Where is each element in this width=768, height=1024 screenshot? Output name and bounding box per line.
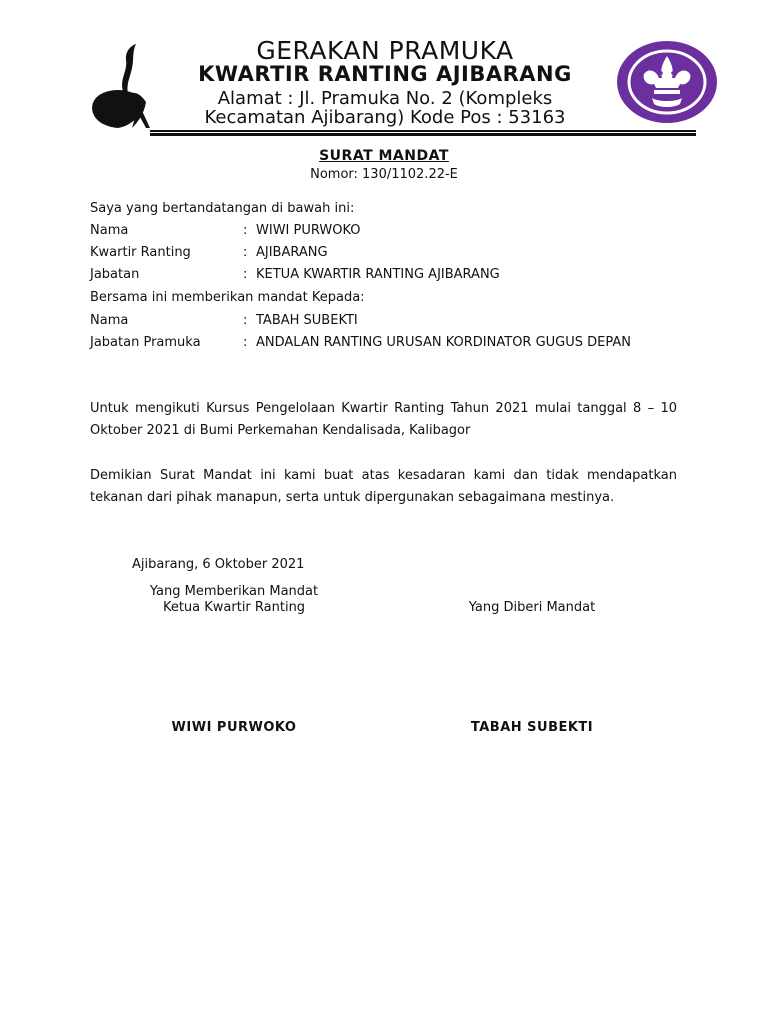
field-colon: : [243, 313, 248, 328]
grantor-name-label: Nama [90, 223, 129, 238]
address-line-1: Alamat : Jl. Pramuka No. 2 (Kompleks [217, 88, 553, 109]
address-line-2: Kecamatan Ajibarang) Kode Pos : 53163 [204, 107, 566, 128]
field-colon: : [243, 335, 248, 350]
grantor-kwartir-value: AJIBARANG [256, 245, 328, 260]
grantee-jabatan-value: ANDALAN RANTING URUSAN KORDINATOR GUGUS DEPAN [256, 335, 632, 350]
grantor-role-line-1: Yang Memberikan Mandat [149, 584, 319, 599]
grantee-name-value: TABAH SUBEKTI [256, 313, 358, 328]
purpose-paragraph: Untuk mengikuti Kursus Pengelolaan Kwartir Ranting Tahun 2021 mulai tanggal 8 – 10 Oktober 2021 di Bumi Perkemahan Kendalisada, Kalibagor [90, 401, 677, 438]
grantee-role: Yang Diberi Mandat [468, 600, 596, 615]
grantor-jabatan-value: KETUA KWARTIR RANTING AJIBARANG [256, 267, 500, 282]
field-colon: : [243, 223, 248, 238]
grantee-jabatan-label: Jabatan Pramuka [90, 335, 201, 350]
closing-paragraph: Demikian Surat Mandat ini kami buat atas kesadaran kami dan tidak mendapatkan tekanan dari pihak manapun, serta untuk dipergunakan sebagaimana mestinya. [90, 468, 677, 505]
mandate-intro: Bersama ini memberikan mandat Kepada: [90, 290, 365, 305]
place-date: Ajibarang, 6 Oktober 2021 [132, 557, 305, 572]
wosm-emblem [616, 40, 718, 124]
field-colon: : [243, 245, 248, 260]
field-colon: : [243, 267, 248, 282]
grantee-name-label: Nama [90, 313, 129, 328]
grantor-signature-name: WIWI PURWOKO [171, 720, 297, 735]
branch-name: KWARTIR RANTING AJIBARANG [198, 62, 572, 86]
grantee-signature-name: TABAH SUBEKTI [470, 720, 594, 735]
document-title: SURAT MANDAT [319, 148, 449, 164]
org-name: GERAKAN PRAMUKA [256, 36, 514, 65]
grantor-jabatan-label: Jabatan [90, 267, 140, 282]
tunas-kelapa-logo [88, 42, 154, 132]
intro-text: Saya yang bertandatangan di bawah ini: [90, 201, 355, 216]
grantor-name-value: WIWI PURWOKO [256, 223, 361, 238]
letterhead-rule-thick [150, 133, 696, 136]
grantor-kwartir-label: Kwartir Ranting [90, 245, 191, 260]
letterhead-rule-thin [150, 130, 696, 132]
grantor-role-line-2: Ketua Kwartir Ranting [162, 600, 306, 615]
document-number: Nomor: 130/1102.22-E [310, 167, 458, 182]
